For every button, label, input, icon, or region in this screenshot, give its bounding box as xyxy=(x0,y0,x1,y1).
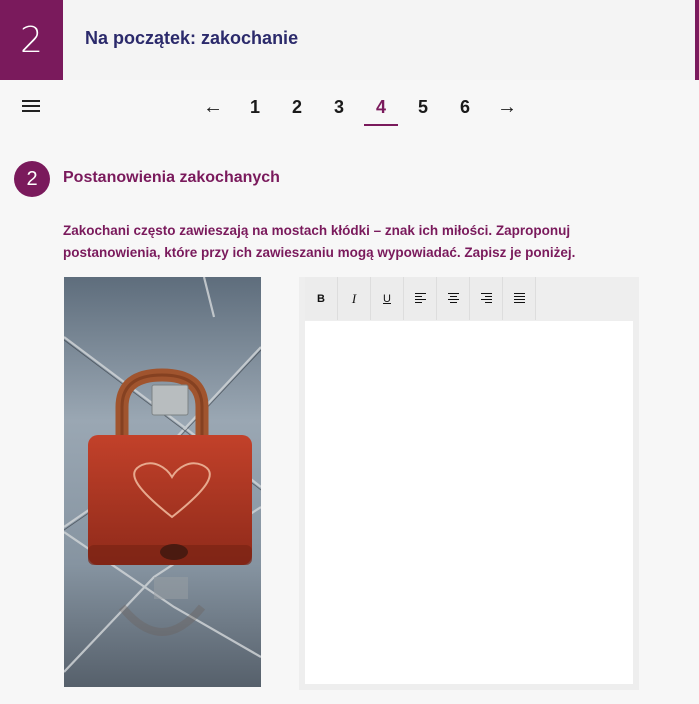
section-number-badge: 2 xyxy=(14,161,50,197)
align-center-icon xyxy=(448,293,459,305)
align-justify-icon xyxy=(514,293,525,305)
editor-toolbar xyxy=(299,277,639,320)
hamburger-menu-icon[interactable] xyxy=(22,100,40,116)
next-page-button[interactable]: → xyxy=(497,96,517,118)
underline-button[interactable]: U xyxy=(371,277,404,320)
page-link-4-current[interactable]: 4 xyxy=(360,90,402,124)
chapter-title: Na początek: zakochanie xyxy=(85,28,299,48)
page-pagination xyxy=(192,88,528,126)
padlock-illustration xyxy=(64,277,261,687)
section-title: Postanowienia zakochanych xyxy=(63,169,280,186)
answer-text-area[interactable] xyxy=(305,321,633,684)
task-instruction: Zakochani często zawieszają na mostach kłódki – znak ich miłości. Zaproponuj postanowienia, które przy ich zawieszaniu mogą wypowiadać. Zapisz je poniżej. xyxy=(63,223,576,260)
align-right-button[interactable] xyxy=(470,277,503,320)
align-left-button[interactable] xyxy=(404,277,437,320)
page-link-3[interactable]: 3 xyxy=(333,97,344,117)
align-right-icon xyxy=(481,293,492,305)
prev-page-button[interactable]: ← xyxy=(203,96,223,118)
rich-text-editor xyxy=(299,277,639,690)
align-left-icon xyxy=(415,293,426,305)
align-justify-button[interactable] xyxy=(503,277,536,320)
page-link-2[interactable]: 2 xyxy=(291,97,302,117)
page-link-6[interactable]: 6 xyxy=(459,97,470,117)
padlock-photo xyxy=(64,277,261,687)
italic-button[interactable]: I xyxy=(338,277,371,320)
page-link-1[interactable]: 1 xyxy=(249,97,260,117)
chapter-number-badge: 2 xyxy=(0,0,63,80)
page-link-5[interactable]: 5 xyxy=(417,97,428,117)
bold-button[interactable]: B xyxy=(305,277,338,320)
align-center-button[interactable] xyxy=(437,277,470,320)
